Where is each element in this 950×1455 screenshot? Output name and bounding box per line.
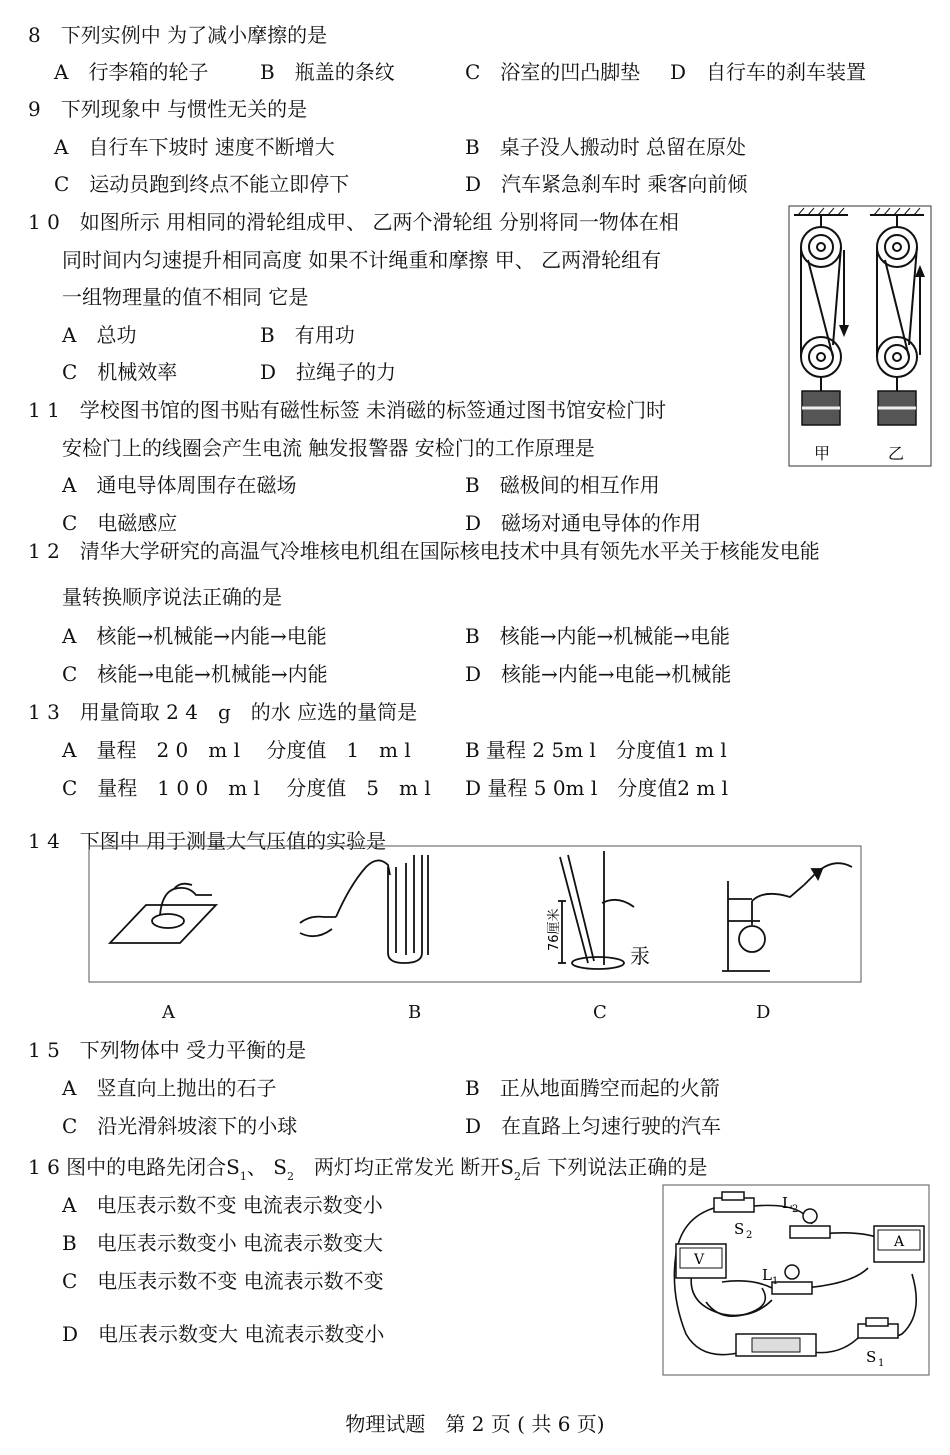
q8-stem: 8 下列实例中 为了减小摩擦的是: [28, 23, 328, 47]
q16-stem-post: 后 下列说法正确的是: [521, 1155, 708, 1179]
q14-stem: 1 4 下图中 用于测量大气压值的实验是: [28, 829, 387, 853]
q16-sub1: 1: [239, 1170, 247, 1183]
q14-figure-strip: [88, 845, 862, 983]
q9-stem: 9 下列现象中 与惯性无关的是: [28, 97, 308, 121]
q12-stem-line2: 量转换顺序说法正确的是: [62, 585, 282, 609]
q12-option-c: C 核能→电能→机械能→内能: [62, 662, 328, 686]
circuit-sub-l2: 2: [792, 1204, 799, 1215]
q16-option-c: C 电压表示数不变 电流表示数不变: [62, 1269, 384, 1293]
circuit-sub-l1: 1: [772, 1276, 779, 1287]
q8-option-c: C 浴室的凹凸脚垫: [465, 60, 641, 84]
q8-option-d: D 自行车的刹车装置: [670, 60, 867, 84]
q12-option-a: A 核能→机械能→内能→电能: [62, 624, 327, 648]
pulley-figure: [788, 205, 932, 467]
circuit-label-s1: S: [866, 1348, 877, 1366]
q11-option-d: D 磁场对通电导体的作用: [465, 511, 702, 535]
q16-option-a: A 电压表示数不变 电流表示数变小: [62, 1193, 383, 1217]
pulley-label-jia: 甲: [814, 444, 831, 463]
q10-stem-line3: 一组物理量的值不相同 它是: [62, 285, 309, 309]
q9-option-c: C 运动员跑到终点不能立即停下: [54, 172, 350, 196]
circuit-figure: [662, 1184, 930, 1376]
q14-label-c: C: [593, 1002, 607, 1023]
q9-option-a: A 自行车下坡时 速度不断增大: [54, 135, 335, 159]
q8-option-b: B 瓶盖的条纹: [260, 60, 395, 84]
q9-option-b: B 桌子没人搬动时 总留在原处: [465, 135, 747, 159]
q10-stem-line2: 同时间内匀速提升相同高度 如果不计绳重和摩擦 甲、 乙两滑轮组有: [62, 248, 662, 272]
q12-option-b: B 核能→内能→机械能→电能: [465, 624, 730, 648]
voltmeter-label: V: [694, 1252, 705, 1268]
q16-option-d: D 电压表示数变大 电流表示数变小: [62, 1322, 385, 1346]
q16-option-b: B 电压表示数变小 电流表示数变大: [62, 1231, 384, 1255]
fig-d-flask-stand: [722, 863, 852, 971]
circuit-label-s2: S: [734, 1220, 745, 1238]
q15-option-d: D 在直路上匀速行驶的汽车: [465, 1114, 722, 1138]
q11-stem-line2: 安检门上的线圈会产生电流 触发报警器 安检门的工作原理是: [62, 436, 595, 460]
circuit-label-l1: L: [762, 1266, 772, 1284]
q12-option-d: D 核能→内能→电能→机械能: [465, 662, 732, 686]
q10-option-a: A 总功: [62, 323, 137, 347]
q16-stem-mid3: 两灯均正常发光 断开S: [293, 1155, 514, 1179]
fig-a-suction-cup: [110, 884, 216, 943]
circuit-sub-s2: 2: [746, 1230, 753, 1241]
fig-c-height-label: 76厘米: [547, 908, 562, 951]
fig-b-u-tube: [300, 855, 428, 963]
q11-stem-line1: 1 1 学校图书馆的图书贴有磁性标签 未消磁的标签通过图书馆安检门时: [28, 398, 667, 422]
q14-label-d: D: [756, 1002, 771, 1023]
q14-label-a: A: [162, 1002, 175, 1023]
q16-sub3: 2: [514, 1170, 521, 1183]
q11-option-b: B 磁极间的相互作用: [465, 473, 660, 497]
q13-option-d: D 量程 5 0m l 分度值2 m l: [465, 776, 729, 800]
q16-stem-mid2: 、 S: [246, 1155, 287, 1179]
pulley-label-yi: 乙: [888, 444, 905, 463]
q9-option-d: D 汽车紧急刹车时 乘客向前倾: [465, 172, 748, 196]
q15-option-a: A 竖直向上抛出的石子: [62, 1076, 277, 1100]
q13-option-b: B 量程 2 5m l 分度值1 m l: [465, 738, 727, 762]
q10-option-d: D 拉绳子的力: [260, 360, 397, 384]
q14-label-b: B: [408, 1002, 422, 1023]
page-footer: 物理试题 第 2 页 ( 共 6 页): [345, 1412, 605, 1436]
q8-option-a: A 行李箱的轮子: [54, 60, 209, 84]
q11-option-a: A 通电导体周围存在磁场: [62, 473, 297, 497]
q16-stem: [28, 1154, 707, 1190]
q10-option-c: C 机械效率: [62, 360, 178, 384]
q10-option-b: B 有用功: [260, 323, 355, 347]
circuit-label-l2: L: [782, 1194, 792, 1212]
q12-stem-line1: 1 2 清华大学研究的高温气冷堆核电机组在国际核电技术中具有领先水平关于核能发电能: [28, 539, 820, 563]
q13-option-c: C 量程 1 0 0 m l 分度值 5 m l: [62, 776, 431, 800]
q15-option-c: C 沿光滑斜坡滚下的小球: [62, 1114, 298, 1138]
q15-option-b: B 正从地面腾空而起的火箭: [465, 1076, 720, 1100]
fig-c-mercury-label: 汞: [630, 944, 650, 968]
q13-stem: 1 3 用量筒取 2 4 g 的水 应选的量筒是: [28, 700, 418, 724]
ammeter-label: A: [894, 1234, 905, 1250]
q13-option-a: A 量程 2 0 m l 分度值 1 m l: [62, 738, 411, 762]
q10-stem-line1: 1 0 如图所示 用相同的滑轮组成甲、 乙两个滑轮组 分别将同一物体在相: [28, 210, 679, 234]
q11-option-c: C 电磁感应: [62, 511, 178, 535]
q16-stem-mid1: 先闭合S: [166, 1155, 240, 1179]
q16-sub2: 2: [286, 1170, 294, 1183]
q15-stem: 1 5 下列物体中 受力平衡的是: [28, 1038, 307, 1062]
q16-stem-pre: 1 6 图中的电路: [28, 1155, 167, 1179]
circuit-sub-s1: 1: [878, 1358, 885, 1369]
fig-c-torricelli: [558, 851, 634, 969]
